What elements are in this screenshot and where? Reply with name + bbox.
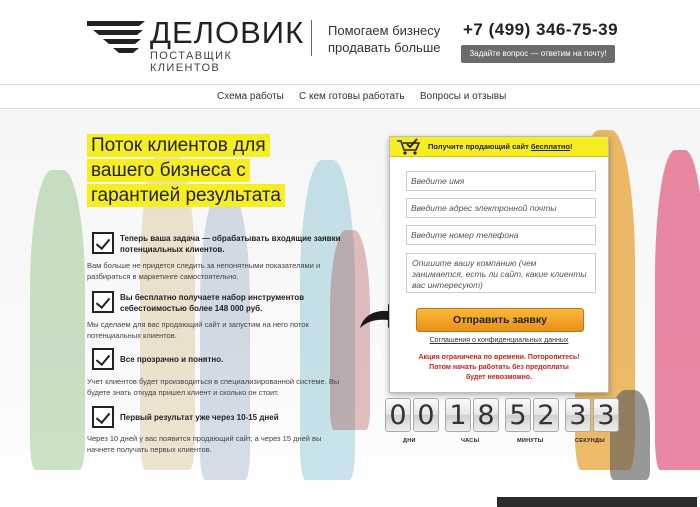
- promo-line: Потом начать работать без предоплаты: [429, 364, 569, 371]
- countdown-digit: 3: [593, 398, 619, 432]
- email-input[interactable]: Введите адрес электронной почты: [406, 198, 596, 218]
- hero-title-line: Поток клиентов для: [87, 134, 270, 157]
- nav-item-scheme[interactable]: Схема работы: [217, 91, 284, 102]
- submit-request-button[interactable]: Отправить заявку: [416, 308, 584, 332]
- form-header-suffix: !: [570, 142, 573, 151]
- promo-line: будет невозможно.: [465, 374, 533, 381]
- checkbox-icon: [92, 232, 114, 254]
- countdown-label-days: ДНИ: [403, 438, 416, 444]
- checkbox-icon: [92, 291, 114, 313]
- nav-item-clients[interactable]: С кем готовы работать: [299, 91, 405, 102]
- feature-description: Учет клиентов будет производиться в специализированной системе. Вы будете знать откуда пришел клиент и сколько он стоит.: [87, 377, 340, 397]
- countdown-label-hours: ЧАСЫ: [461, 438, 480, 444]
- checkbox-icon: [92, 348, 114, 370]
- feature-description: Вам больше не придется следить за непонятными показателями и разбираться в маркетинге самостоятельно.: [87, 261, 321, 281]
- bottom-widget-bar[interactable]: [497, 497, 697, 507]
- feature-title: Вы бесплатно получаете набор инструментов себестоимостью более 148 000 руб.: [120, 293, 305, 313]
- feature-title: Все прозрачно и понятно.: [120, 355, 224, 364]
- description-textarea[interactable]: Опишите вашу компанию (чем занимается, есть ли сайт, какие клиенты вас интересуют): [406, 253, 596, 293]
- countdown-label-seconds: СЕКУНДЫ: [575, 438, 605, 444]
- lead-form: [389, 136, 609, 393]
- hero-title-line: вашего бизнеса с: [87, 159, 250, 182]
- logo[interactable]: [87, 15, 305, 74]
- countdown-digit: 0: [385, 398, 411, 432]
- phone-number[interactable]: +7 (499) 346-75-39: [463, 20, 619, 39]
- countdown-digit: 8: [473, 398, 499, 432]
- site-header: [0, 0, 700, 84]
- nav-item-faq[interactable]: Вопросы и отзывы: [420, 91, 507, 102]
- privacy-link[interactable]: Соглашения о конфиденциальных данных: [429, 337, 569, 344]
- tagline-line: продавать больше: [328, 40, 441, 55]
- hero-section: [0, 110, 700, 507]
- header-divider: [311, 20, 312, 56]
- feature-description: Через 10 дней у вас появится продающий сайт, а через 15 дней вы начнете получать первых клиентов.: [87, 434, 322, 454]
- promo-notice: [390, 353, 608, 383]
- countdown-label-minutes: МИНУТЫ: [517, 438, 544, 444]
- hero-title-line: гарантией результата: [87, 184, 285, 207]
- feature-description: Мы сделаем для вас продающий сайт и запустим на него поток потенциальных клиентов.: [87, 320, 309, 340]
- countdown-digit: 3: [565, 398, 591, 432]
- form-header-free-link[interactable]: бесплатно: [530, 142, 571, 151]
- form-header-text: [428, 142, 573, 151]
- countdown-digit: 2: [533, 398, 559, 432]
- tagline-line: Помогаем бизнесу: [328, 23, 441, 38]
- main-nav: [0, 84, 700, 109]
- feature-title: Первый результат уже через 10-15 дней: [120, 413, 279, 422]
- countdown-digit: 5: [505, 398, 531, 432]
- form-header-prefix: Получите продающий сайт: [428, 142, 531, 151]
- hero-title: [87, 134, 285, 209]
- name-input[interactable]: Введите имя: [406, 171, 596, 191]
- countdown-digit: 1: [445, 398, 471, 432]
- feature-title: Теперь ваша задача — обрабатывать входящие заявки потенциальных клиентов.: [120, 234, 341, 254]
- countdown-digit: 0: [413, 398, 439, 432]
- logo-name: ДЕЛОВИК: [150, 15, 305, 50]
- phone-input[interactable]: Введите номер телефона: [406, 225, 596, 245]
- tagline: [328, 22, 448, 56]
- logo-subtitle: ПОСТАВЩИК КЛИЕНТОВ: [150, 50, 233, 74]
- form-header: [390, 137, 608, 157]
- promo-line: Акция ограничена по времени. Поторопитесь!: [418, 354, 580, 361]
- cart-check-icon: [396, 138, 422, 156]
- ask-question-button[interactable]: Задайте вопрос — ответим на почту!: [461, 45, 615, 63]
- logo-mark-icon: [87, 16, 147, 60]
- checkbox-icon: [92, 406, 114, 428]
